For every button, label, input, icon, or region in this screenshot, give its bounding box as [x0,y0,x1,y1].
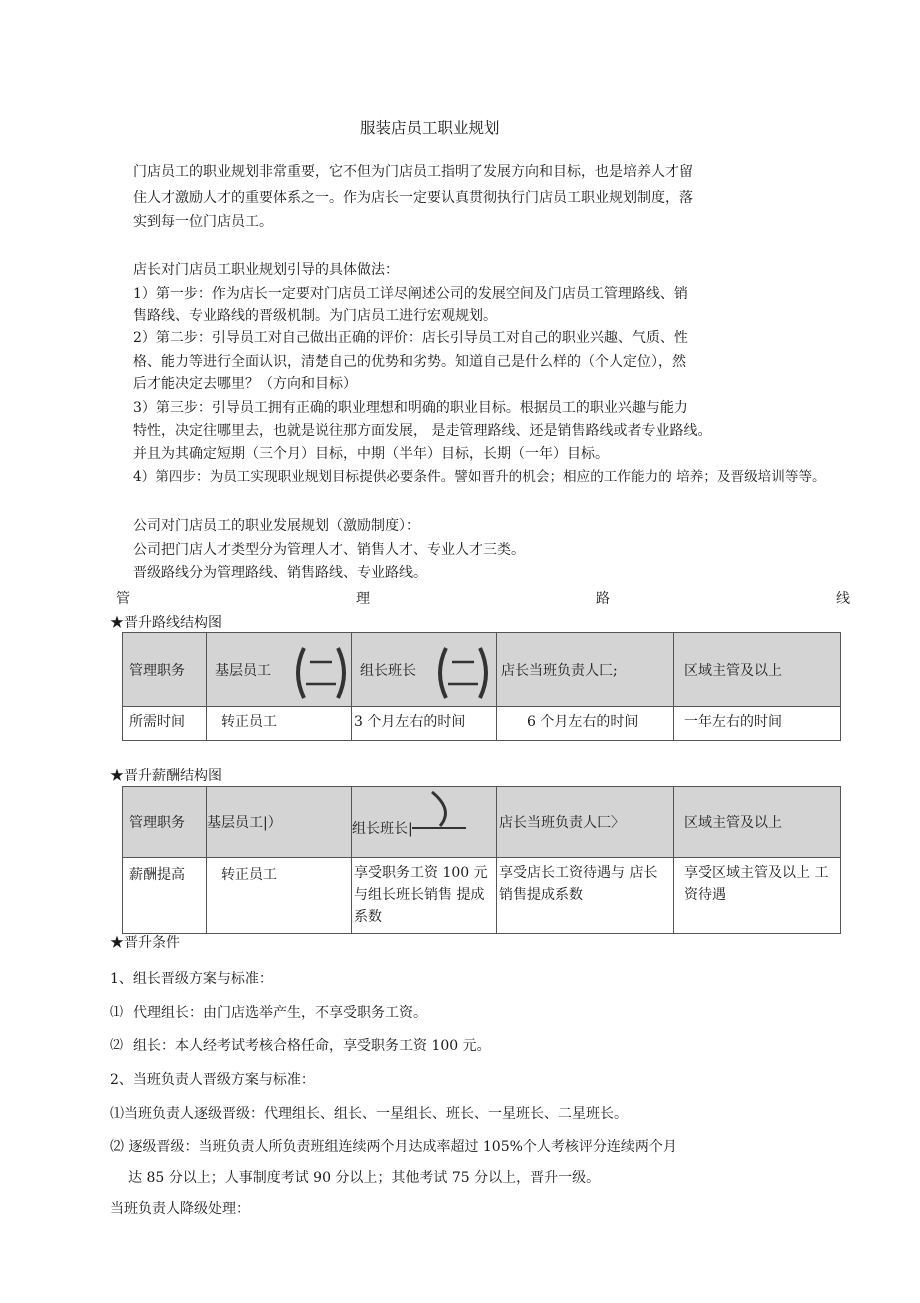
conditions-s2a: ⑴当班负责人逐级晋级：代理组长、组长、一星组长、班长、一星班长、二星班长。 [110,1106,628,1122]
conditions-s1b-number: ⑵ [110,1038,124,1053]
salary-cell: 享受职务工资 100 元与组长班长销售 提成系数 [352,858,497,934]
conditions-s2: 2、当班负责人晋级方案与标准： [110,1072,315,1088]
guide-line-3: 2）第二步：引导员工对自己做出正确的评价：店长引导员工对自己的职业兴趣、气质、性 [133,330,688,346]
conditions-s2b: ⑵ 逐级晋级：当班负责人所负责班组连续两个月达成率超过 105%个人考核评分连续两个月 [110,1139,677,1155]
company-heading: 公司对门店员工的职业发展规划（激励制度）： [133,518,420,534]
route-word-3: 路 [596,591,610,607]
salary-head-cell: 区域主管及以上 [674,787,841,858]
route-cell: 一年左右的时间 [674,707,841,741]
route-head-cell: 基层员工 [207,633,352,707]
guide-line-5: 后才能决定去哪里？（方向和目标） [133,376,357,392]
route-cell: 转正员工 [207,707,352,741]
conditions-caption: ★晋升条件 [110,935,180,951]
bracket-mark-decoration [432,644,496,702]
guide-line-9: 4）第四步：为员工实现职业规划目标提供必要条件。譬如晋升的机会；相应的工作能力的 培养；及晋级培训等等。 [133,469,826,485]
route-cell: 所需时间 [123,707,207,741]
salary-cell: 转正员工 [207,858,352,934]
route-head-cell: 组长班长 [352,633,497,707]
company-line-1: 公司把门店人才类型分为管理人才、销售人才、专业人才三类。 [133,542,525,558]
route-table-caption: ★晋升路线结构图 [110,615,222,631]
conditions-s1: 1、组长晋级方案与标准： [110,971,273,987]
guide-heading: 店长对门店员工职业规划引导的具体做法： [133,262,399,278]
route-head-cell: 管理职务 [123,633,207,707]
conditions-s1a: 代理组长：由门店选举产生，不享受职务工资。 [133,1005,427,1021]
salary-head-cell: 管理职务 [123,787,207,858]
company-line-2: 晋级路线分为管理路线、销售路线、专业路线。 [133,565,427,581]
conditions-s2c: 达 85 分以上；人事制度考试 90 分以上；其他考试 75 分以上，晋升一级。 [128,1170,601,1186]
intro-line-1: 门店员工的职业规划非常重要，它不但为门店员工指明了发展方向和目标，也是培养人才留 [133,164,693,180]
guide-line-6: 3）第三步：引导员工拥有正确的职业理想和明确的职业目标。根据员工的职业兴趣与能力 [133,400,688,416]
intro-line-3: 实到每一位门店员工。 [133,214,273,230]
route-head-cell: 店长当班负责人匚; [497,633,674,707]
salary-table-caption: ★晋升薪酬结构图 [110,768,222,784]
route-word-1: 管 [116,591,130,607]
guide-line-2: 售路线、专业路线的晋级机制。为门店员工进行宏观规划。 [133,308,497,324]
salary-cell: 享受店长工资待遇与 店长销售提成系数 [497,858,674,934]
bracket-mark-decoration [290,644,354,702]
route-cell: 3 个月左右的时间 [352,707,497,741]
conditions-s1b: 组长：本人经考试考核合格任命，享受职务工资 100 元。 [133,1038,491,1054]
route-word-2: 理 [356,591,370,607]
salary-cell: 薪酬提高 [123,858,207,934]
guide-line-4: 格、能力等进行全面认识，清楚自己的优势和劣势。知道自己是什么样的（个人定位），然 [133,354,686,370]
conditions-s1a-number: ⑴ [110,1005,124,1020]
guide-line-1: 1）第一步：作为店长一定要对门店员工详尽阐述公司的发展空间及门店员工管理路线、销 [133,286,688,302]
salary-cell: 享受区域主管及以上 工资待遇 [674,858,841,934]
guide-line-7: 特性，决定往哪里去，也就是说往那方面发展， 是走管理路线、还是销售路线或者专业路线。 [133,423,712,439]
route-head-cell: 区域主管及以上 [674,633,841,707]
intro-line-2: 住人才激励人才的重要体系之一。作为店长一定要认真贯彻执行门店员工职业规划制度，落 [133,190,693,206]
salary-table [122,786,841,934]
salary-head-cell: 基层员工|） [207,787,352,858]
guide-line-8: 并且为其确定短期（三个月）目标，中期（半年）目标，长期（一年）目标。 [133,446,609,462]
curve-mark-decoration [408,790,468,830]
salary-head-cell: 店长当班负责人匚〉 [497,787,674,858]
route-cell: 6 个月左右的时间 [497,707,674,741]
conditions-s3: 当班负责人降级处理： [110,1201,250,1217]
route-word-4: 线 [836,591,850,607]
page-title: 服装店员工职业规划 [360,119,500,137]
salary-head-cell: 组长班长| [352,787,497,858]
